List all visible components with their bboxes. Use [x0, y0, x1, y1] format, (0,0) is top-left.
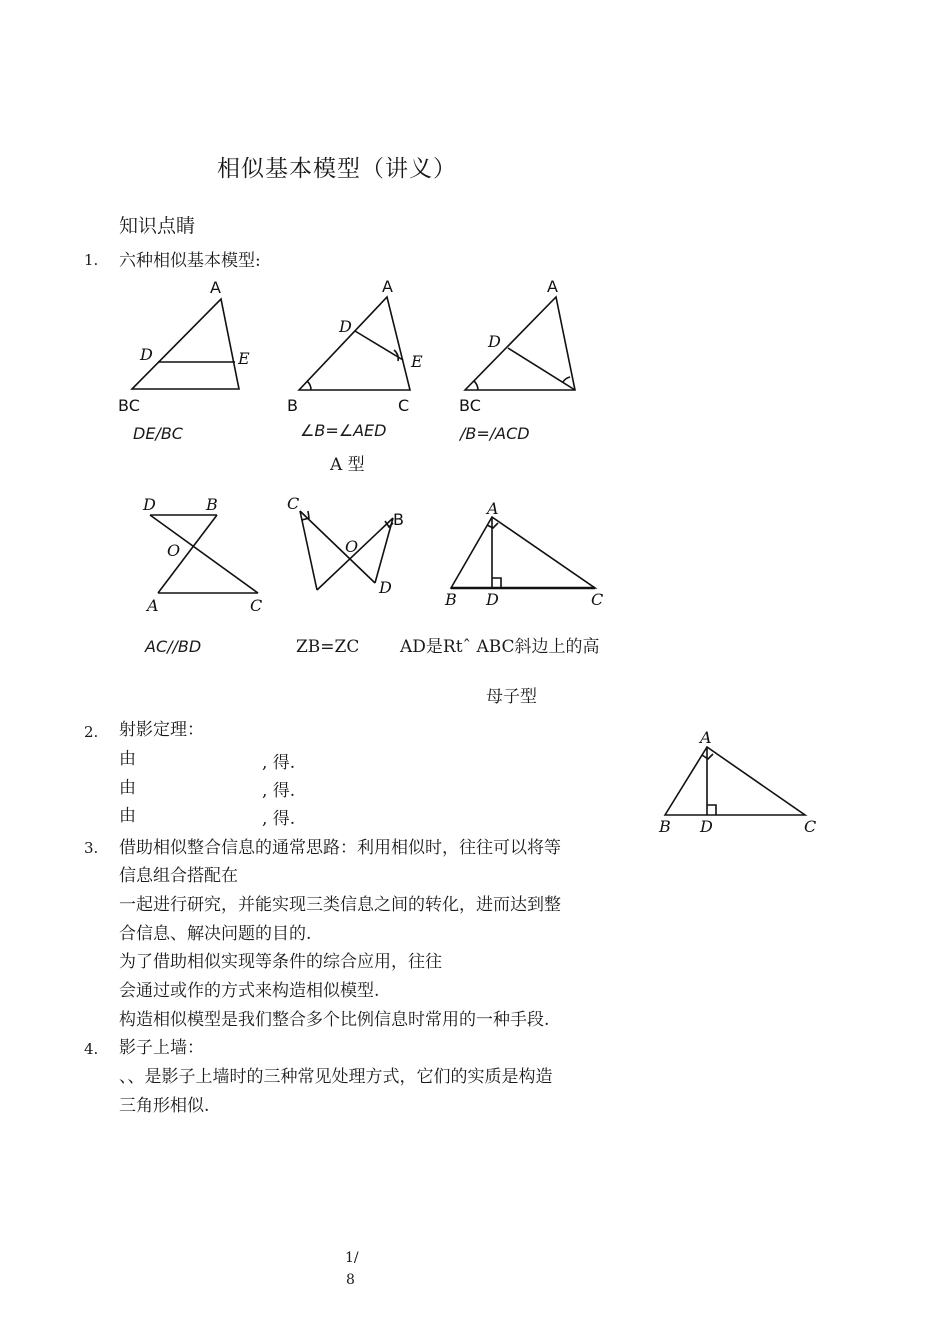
label-a: A	[147, 596, 159, 615]
item3-line-2: 一起进行研究，并能实现三类信息之间的转化，进而达到整	[119, 895, 561, 915]
projection-lead-1: 由	[119, 749, 136, 769]
label-d: D	[140, 345, 153, 364]
label-c: C	[287, 494, 300, 513]
item3-line-1: 信息组合搭配在	[119, 866, 238, 886]
item3-line-6: 构造相似模型是我们整合多个比例信息时常用的一种手段.	[119, 1010, 550, 1030]
label-d: D	[700, 817, 713, 836]
label-a: A	[382, 277, 393, 296]
caption-fig5: ZB=ZC	[296, 637, 360, 657]
label-d: D	[488, 332, 501, 351]
page-title: 相似基本模型（讲义）	[217, 156, 457, 182]
caption-fig6: AD是Rtˆ ABC斜边上的高	[400, 637, 600, 657]
figure-x-type-angle	[282, 493, 417, 613]
item-number-4: 4.	[84, 1040, 99, 1058]
label-c: C	[398, 396, 410, 415]
caption-a-type: A 型	[330, 455, 365, 475]
item4-line-2: 三角形相似.	[119, 1096, 210, 1116]
projection-tail-3: , 得.	[262, 809, 296, 829]
section-heading: 知识点睛	[119, 215, 196, 237]
item4-line-1: 、、是影子上墙时的三种常见处理方式，它们的实质是构造	[119, 1067, 553, 1087]
figure-projection-theorem	[655, 725, 830, 840]
projection-lead-3: 由	[119, 806, 136, 826]
label-b: B	[445, 590, 457, 609]
figure-a-type-angle-2	[455, 275, 615, 420]
label-b: B	[659, 817, 671, 836]
label-bc: BC	[118, 396, 140, 415]
item-text-4: 影子上墙：	[119, 1038, 204, 1058]
caption-fig4: AC//BD	[145, 637, 202, 656]
caption-fig1: DE/BC	[133, 424, 183, 443]
label-o: O	[167, 541, 181, 560]
figure-x-type-parallel	[138, 493, 273, 618]
figure-parallel-a-type	[110, 275, 270, 420]
label-c: C	[804, 817, 817, 836]
label-b: B	[393, 510, 404, 529]
caption-fig3: /B=/ACD	[460, 424, 530, 443]
label-a: A	[487, 499, 499, 518]
label-d: D	[339, 317, 352, 336]
figure-mother-child	[440, 497, 615, 612]
page-number-top: 1/	[345, 1250, 359, 1266]
caption-fig2: ∠B=∠AED	[300, 421, 387, 440]
figure-a-type-angle	[282, 275, 442, 420]
page-number-bottom: 8	[346, 1272, 355, 1288]
item3-line-4: 为了借助相似实现等条件的综合应用，往往	[119, 952, 442, 972]
item-number-3: 3.	[84, 839, 99, 857]
item-text-2: 射影定理：	[119, 720, 204, 740]
label-bc: BC	[459, 396, 481, 415]
label-d: D	[379, 578, 392, 597]
projection-lead-2: 由	[119, 778, 136, 798]
label-b: B	[287, 396, 298, 415]
projection-tail-2: , 得.	[262, 781, 296, 801]
label-d: D	[143, 495, 156, 514]
item-text-1: 六种相似基本模型:	[119, 251, 261, 271]
label-b: B	[206, 495, 218, 514]
label-c: C	[250, 596, 263, 615]
label-a: A	[700, 728, 712, 747]
projection-tail-1: , 得.	[262, 753, 296, 773]
item3-line-3: 合信息、解决问题的目的.	[119, 924, 312, 944]
item-text-3: 借助相似整合信息的通常思路：利用相似时，往往可以将等	[119, 838, 561, 858]
label-o: O	[345, 537, 359, 556]
label-a: A	[210, 278, 221, 297]
label-e: E	[238, 349, 250, 368]
label-e: E	[411, 352, 423, 371]
label-a: A	[547, 277, 558, 296]
caption-muzi-type: 母子型	[486, 687, 537, 707]
item3-line-5: 会通过或作的方式来构造相似模型.	[119, 981, 380, 1001]
label-d: D	[486, 590, 499, 609]
item-number-1: 1.	[84, 251, 99, 269]
item-number-2: 2.	[84, 723, 99, 741]
label-c: C	[591, 590, 604, 609]
